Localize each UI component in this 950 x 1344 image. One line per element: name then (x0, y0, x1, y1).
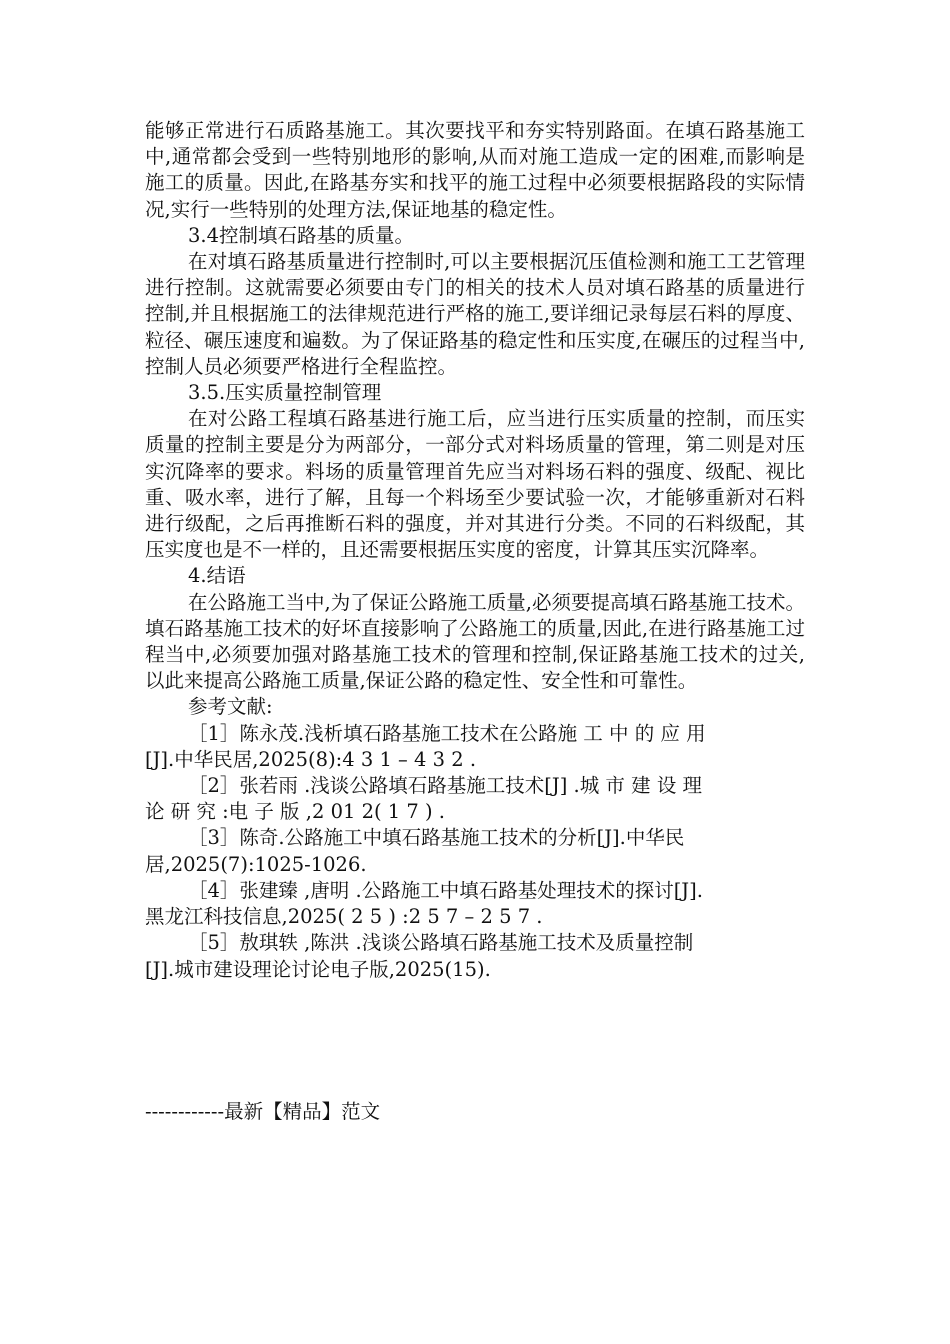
page-footer: ------------最新【精品】范文 (145, 1100, 381, 1123)
section-heading-3-5: 3.5.压实质量控制管理 (188, 381, 382, 405)
reference-line: ［2］张若雨 .浅谈公路填石路基施工技术[J] .城 市 建 设 理 (188, 774, 703, 798)
reference-item (145, 930, 805, 982)
paragraph-intro: 能够正常进行石质路基施工。其次要找平和夯实特别路面。在填石路基施工中,通常都会受到一些特别地形的影响,从而对施工造成一定的困难,而影响是施工的质量。因此,在路基夯实和找平的施工过程中必须要根据路段的实际情况,实行一些特别的处理方法,保证地基的稳定性。 (145, 119, 805, 221)
references-heading: 参考文献: (188, 695, 273, 719)
paragraph-4: 在公路施工当中,为了保证公路施工质量,必须要提高填石路基施工技术。填石路基施工技术的好坏直接影响了公路施工的质量,因此,在进行路基施工过程当中,必须要加强对路基施工技术的管理和控制,保证路基施工技术的过关,以此来提高公路施工质量,保证公路的稳定性、安全性和可靠性。 (145, 590, 805, 693)
reference-item (145, 825, 805, 877)
reference-line: 居,2025(7):1025-1026. (145, 852, 367, 876)
reference-line: ［4］张建臻 ,唐明 .公路施工中填石路基处理技术的探讨[J]. (188, 878, 703, 902)
reference-line: [J].中华民居,2025(8):4 3 1 – 4 3 2 . (145, 747, 477, 771)
paragraph-3-4: 在对填石路基质量进行控制时,可以主要根据沉压值检测和施工工艺管理进行控制。这就需要必须要由专门的相关的技术人员对填石路基的质量进行控制,并且根据施工的法律规范进行严格的施工,要详细记录每层石料的厚度、粒径、碾压速度和遍数。为了保证路基的稳定性和压实度,在碾压的过程当中,控制人员必须要严格进行全程监控。 (145, 250, 805, 378)
reference-line: 黑龙江科技信息,2025( 2 5 ) :2 5 7 – 2 5 7 . (145, 905, 543, 929)
reference-item (145, 773, 805, 825)
references-list (145, 721, 805, 983)
reference-line: [J].城市建设理论讨论电子版,2025(15). (145, 957, 491, 981)
reference-line: 论 研 究 :电 子 版 ,2 01 2( 1 7 ) . (145, 800, 446, 824)
section-heading-3-4: 3.4控制填石路基的质量。 (188, 223, 415, 247)
document-body (145, 118, 805, 983)
reference-line: ［3］陈奇.公路施工中填石路基施工技术的分析[J].中华民 (188, 826, 685, 850)
section-heading-4: 4.结语 (188, 564, 246, 588)
reference-item (145, 721, 805, 773)
reference-item (145, 878, 805, 930)
paragraph-3-5: 在对公路工程填石路基进行施工后，应当进行压实质量的控制，而压实质量的控制主要是分为两部分，一部分式对料场质量的管理，第二则是对压实沉降率的要求。料场的质量管理首先应当对料场石料的强度、级配、视比重、吸水率，进行了解，且每一个料场至少要试验一次，才能够重新对石料进行级配，之后再推断石料的强度，并对其进行分类。不同的石料级配，其压实度也是不一样的，且还需要根据压实度的密度，计算其压实沉降率。 (145, 407, 805, 562)
reference-line: ［1］陈永茂.浅析填石路基施工技术在公路施 工 中 的 应 用 (188, 721, 706, 745)
reference-line: ［5］敖琪轶 ,陈洪 .浅谈公路填石路基施工技术及质量控制 (188, 931, 694, 955)
